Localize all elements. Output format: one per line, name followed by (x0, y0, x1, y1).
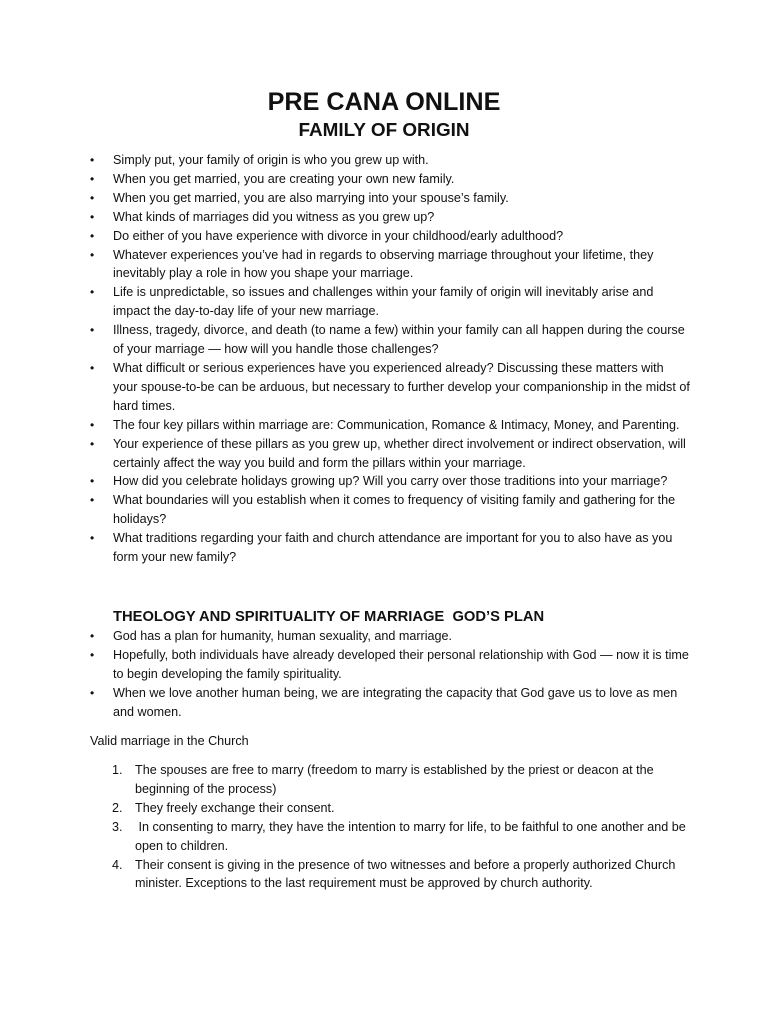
list-item-text: Hopefully, both individuals have already developed their personal relationship with God — now it is time to begin developing the family spirituality. (113, 647, 689, 681)
list-item (90, 646, 690, 684)
list-item (90, 283, 690, 321)
list-item-text: God has a plan for humanity, human sexuality, and marriage. (113, 629, 453, 643)
list-item-text: When you get married, you are also marrying into your spouse’s family. (113, 190, 509, 205)
item-number: 3. (112, 819, 123, 834)
list-item-text: What boundaries will you establish when it comes to frequency of visiting family and gathering for the holidays? (113, 493, 676, 527)
list-item-text: Simply put, your family of origin is who you grew up with. (113, 153, 429, 167)
list-item-text: What traditions regarding your faith and church attendance are important for you to also have as you form your new family? (113, 531, 673, 565)
item-number: 4. (112, 857, 123, 872)
bullet-icon: • (90, 647, 95, 662)
bullet-icon: • (90, 285, 95, 300)
numbered-item-text: The spouses are free to marry (freedom to marry is established by the priest or deacon at the beginning of the process) (135, 763, 658, 796)
numbered-item (112, 799, 690, 818)
list-item (90, 189, 690, 208)
bullet-icon: • (90, 153, 95, 167)
list-item-text: Illness, tragedy, divorce, and death (to name a few) within your family can all happen during the course of your marriage — how will you handle those challenges? (113, 323, 685, 357)
document-title: PRE CANA ONLINE (267, 88, 501, 116)
list-item (90, 491, 690, 529)
list-item-text: Do either of you have experience with divorce in your childhood/early adulthood? (113, 228, 564, 243)
list-item (90, 246, 690, 284)
bullet-icon: • (90, 685, 95, 700)
list-item (90, 321, 690, 359)
bullet-icon: • (90, 493, 95, 508)
numbered-item (112, 856, 690, 894)
list-item-text: Your experience of these pillars as you grew up, whether direct involvement or indirect observation, will certainly affect the way you build and form the pillars within your marriage. (113, 436, 686, 470)
list-item-text: What difficult or serious experiences have you experienced already? Discussing these matters with your spouse-to-be can be arduous, but necessary to further develop your companionship in the midst of hard times. (113, 360, 690, 413)
bullet-icon: • (90, 323, 95, 338)
numbered-item-text: They freely exchange their consent. (135, 800, 335, 815)
section-title-family-of-origin: FAMILY OF ORIGIN (298, 120, 470, 141)
bullet-icon: • (90, 417, 95, 432)
bullet-icon: • (90, 247, 95, 262)
bullet-icon: • (90, 436, 95, 451)
list-item (90, 529, 690, 567)
numbered-item (112, 818, 690, 856)
theology-list (90, 627, 690, 722)
bullet-icon: • (90, 190, 95, 205)
bullet-icon: • (90, 531, 95, 546)
list-item (90, 472, 690, 491)
list-item-text: The four key pillars within marriage are: Communication, Romance & Intimacy, Money, and Parenting. (113, 417, 680, 432)
list-item (90, 416, 690, 435)
bullet-icon: • (90, 360, 95, 375)
list-item (90, 435, 690, 473)
list-item (90, 227, 690, 246)
list-item-text: Life is unpredictable, so issues and challenges within your family of origin will inevitably arise and impact the day-to-day life of your new marriage. (113, 285, 654, 319)
numbered-item (112, 761, 690, 799)
bullet-icon: • (90, 171, 95, 186)
bullet-icon: • (90, 228, 95, 243)
list-item-text: How did you celebrate holidays growing up? Will you carry over those traditions into your marriage? (113, 474, 668, 489)
section-title-theology: THEOLOGY AND SPIRITUALITY OF MARRIAGE GOD’S PLAN (113, 609, 545, 625)
list-item-text: What kinds of marriages did you witness as you grew up? (113, 209, 435, 224)
list-item (90, 359, 690, 416)
bullet-icon: • (90, 474, 95, 489)
list-item-text: When you get married, you are creating your own new family. (113, 171, 455, 186)
section-title-valid-marriage: Valid marriage in the Church (90, 734, 249, 748)
list-item (90, 208, 690, 227)
bullet-icon: • (90, 629, 95, 643)
list-item (90, 170, 690, 189)
numbered-item-text: Their consent is giving in the presence of two witnesses and before a properly authorized Church minister. Exceptions to the last requirement must be approved by church authority. (135, 857, 679, 891)
item-number: 2. (112, 800, 123, 815)
item-number: 1. (112, 763, 123, 777)
list-item (90, 627, 690, 646)
list-item (90, 684, 690, 722)
numbered-item-text: In consenting to marry, they have the intention to marry for life, to be faithful to one another and be open to children. (135, 819, 690, 853)
list-item-text: When we love another human being, we are integrating the capacity that God gave us to love as men and women. (113, 685, 678, 719)
list-item-text: Whatever experiences you’ve had in regards to observing marriage throughout your lifetime, they inevitably play a role in how you shape your marriage. (113, 247, 654, 281)
list-item (90, 151, 690, 170)
family-of-origin-list (90, 151, 690, 567)
valid-marriage-list (112, 761, 690, 893)
bullet-icon: • (90, 209, 95, 224)
